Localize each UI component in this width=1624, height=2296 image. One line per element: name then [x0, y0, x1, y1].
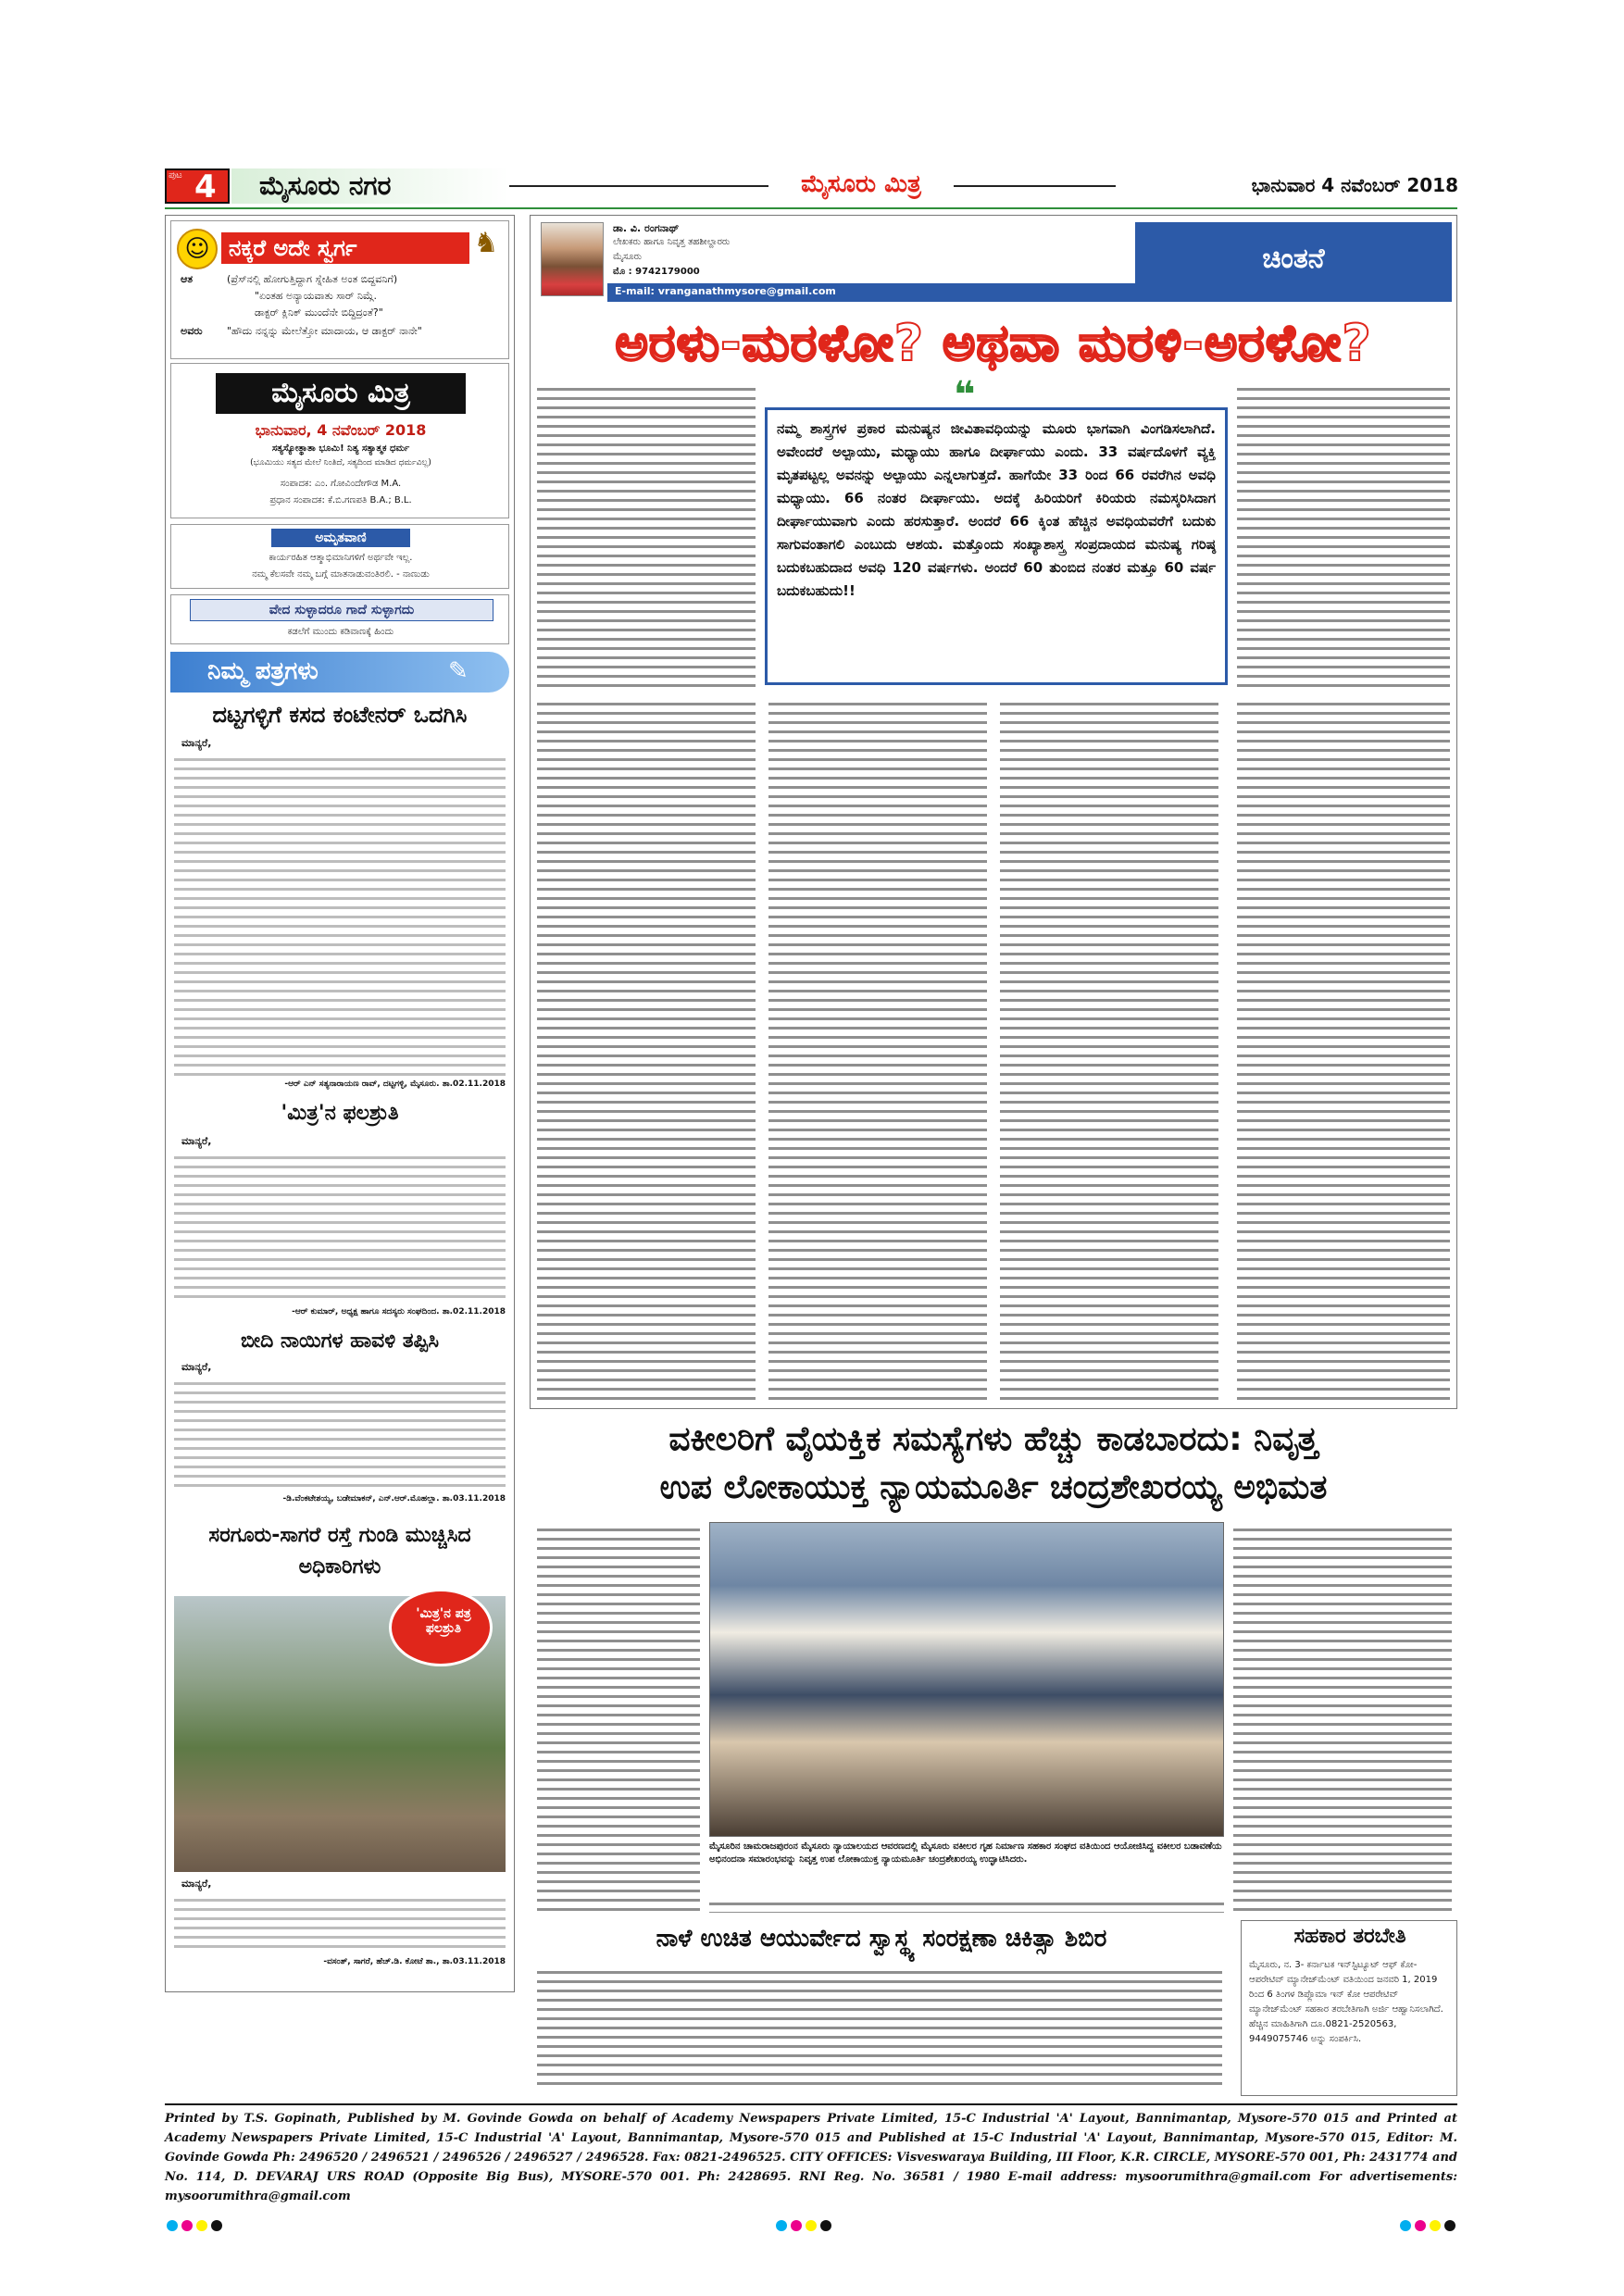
mitra-date: ಭಾನುವಾರ, 4 ನವೆಂಬರ್ 2018 [255, 421, 427, 439]
news-body-col3 [1233, 1522, 1452, 1911]
magenta-dot [181, 2220, 193, 2231]
chintane-label-box [1135, 222, 1452, 302]
speaker-1: ಆತ [181, 273, 194, 285]
letter-2-title: 'ಮಿತ್ರ'ನ ಫಲಶ್ರುತಿ [281, 1102, 399, 1125]
news-body-bottom [709, 1896, 1224, 1913]
chintane-body-col3 [1000, 696, 1218, 1400]
laughing-face-icon: ☺ [177, 229, 218, 269]
author-photo [541, 222, 604, 296]
mitra-tagline: ಸತ್ಯಸ್ಯೋತ್ಥಾತಾ ಭೂಮಿ! ನಿತ್ಯ ಸತ್ಯಾತ್ಮಕ ಧರ್ಮ [271, 443, 410, 454]
letter-3-title: ಬೀದಿ ನಾಯಿಗಳ ಹಾವಳಿ ತಪ್ಪಿಸಿ [240, 1329, 440, 1353]
section-title: ಮೈಸೂರು ನಗರ [259, 170, 392, 201]
mitra-box [170, 363, 509, 518]
header-rule-right [954, 185, 1116, 187]
magenta-dot [1415, 2220, 1426, 2231]
news-headline-line-1: ವಕೀಲರಿಗೆ ವೈಯಕ್ತಿಕ ಸಮಸ್ಯೆಗಳು ಹೆಚ್ಚು ಕಾಡಬಾರದು: ನಿವೃತ್ತ [668, 1420, 1318, 1458]
speaker-2: ಅವರು [181, 325, 203, 337]
photo-caption: ಮೈಸೂರಿನ ಚಾಮರಾಜಪುರಂನ ಮೈಸೂರು ನ್ಯಾಯಾಲಯದ ಆವರಣದಲ್ಲಿ ಮೈಸೂರು ವಕೀಲರ ಗೃಹ ನಿರ್ಮಾಣ ಸಹಕಾರ ಸಂಘದ ವತಿಯಿಂದ ಆಯೋಜಿಸಿದ್ದ ವಕೀಲರ ಬಡಾವಣೆಯ ಅಭಿನಂದನಾ ಸಮಾರಂಭವನ್ನು ನಿವೃತ್ತ ಉಪ ಲೋಕಾಯುಕ್ತ ನ್ಯಾಯಮೂರ್ತಿ ಚಂದ್ರಶೇಖರಯ್ಯ ಉದ್ಘಾಟಿಸಿದರು. [709, 1841, 1222, 1865]
page-number: 4 [194, 168, 217, 206]
letter-2-sign: -ಆರ್ ಕುಮಾರ್, ಅಧ್ಯಕ್ಷ ಹಾಗೂ ಸದಸ್ಯರು ಸಂಘದಿಂದ. ತಾ.02.11.2018 [292, 1307, 506, 1316]
letter-1-sign: -ಆರ್ ಎನ್ ಸತ್ಯನಾರಾಯಣ ರಾವ್, ದಟ್ಟಗಳ್ಳಿ, ಮೈಸೂರು. ತಾ.02.11.2018 [284, 1079, 506, 1089]
header-rule-left [509, 185, 768, 187]
header-date: ಭಾನುವಾರ 4 ನವೆಂಬರ್ 2018 [1251, 174, 1458, 196]
dancer-icon: ♞ [473, 227, 499, 259]
letter-4-body [174, 1892, 506, 1952]
fix-badge [389, 1589, 493, 1666]
chintane-label: ಚಿಂತನೆ [1262, 243, 1325, 275]
pen-icon: ✎ [448, 657, 468, 685]
page-label: ಪುಟ [169, 170, 182, 181]
nakkare-title: ನಕ್ಕರೆ ಅದೇ ಸ್ವರ್ಗ [221, 232, 469, 264]
letter-4-sign: -ವಸಂತ್, ಸಾಗರೆ, ಹೆಚ್.ಡಿ. ಕೋಟೆ ತಾ., ತಾ.03.11.2018 [323, 1957, 506, 1966]
amruthavani-line-1: ಕಾರ್ಯರಹಿತ ಆತ್ಮಾಭಿಮಾನಿಗಳಿಗೆ ಅರ್ಥವೇ ಇಲ್ಲ. [269, 553, 413, 563]
amruthavani-line-2: ನಮ್ಮ ಕೆಲಸವೇ ನಮ್ಮ ಬಗ್ಗೆ ಮಾತನಾಡುವಂತಿರಲಿ. - ನಾಣುಡು [252, 569, 430, 580]
mitra-editor: ಸಂಪಾದಕ: ಎಂ. ಗೋವಿಂದೇಗೌಡ M.A. [280, 479, 402, 489]
author-city: ಮೈಸೂರು [613, 252, 643, 262]
yellow-dot [1430, 2220, 1441, 2231]
letters-banner [170, 652, 509, 693]
chintane-body-col1-top [537, 381, 756, 693]
chintane-body-col4-top [1237, 381, 1450, 693]
amruthavani-box [170, 524, 509, 589]
joke-line-4: "ಹೌದು ನನ್ನನ್ನು ಮೇಲೆತ್ತೋ ಮಾದಾಯ, ಆ ಡಾಕ್ಟರ್ ನಾನೇ" [227, 325, 422, 337]
mitra-logo: ಮೈಸೂರು ಮಿತ್ರ [216, 373, 466, 414]
joke-line-3: ಡಾಕ್ಟರ್ ಕ್ಲಿನಿಕ್ ಮುಂದೆನೇ ಬಿದ್ದಿದ್ರಂತೆ?" [255, 306, 383, 318]
letter-4-title: ಸರಗೂರು-ಸಾಗರೆ ರಸ್ತೆ ಗುಂಡಿ ಮುಚ್ಚಿಸಿದ ಅಧಿಕಾರಿಗಳು [208, 1524, 471, 1578]
letters-banner-title: ನಿಮ್ಮ ಪತ್ರಗಳು [207, 657, 319, 685]
joke-line-1: (ಪ್ರೆಸ್‌ನಲ್ಲಿ ಹೋಗುತ್ತಿದ್ದಾಗ ಸ್ನೇಹಿತ ಅಂತ ಬಿದ್ದವನಿಗೆ) [227, 273, 398, 285]
letter-3-salutation: ಮಾನ್ಯರೆ, [181, 1361, 212, 1373]
chintane-body-col2 [768, 696, 987, 1400]
ayurveda-headline: ನಾಳೆ ಉಚಿತ ಆಯುರ್ವೇದ ಸ್ವಾಸ್ಥ್ಯ ಸಂರಕ್ಷಣಾ ಚಿಕಿತ್ಸಾ ಶಿಬಿರ [656, 1925, 1107, 1953]
lamp-lighting-photo [709, 1522, 1224, 1837]
magenta-dot [791, 2220, 802, 2231]
letter-1-salutation: ಮಾನ್ಯರೆ, [181, 737, 212, 749]
mitra-chief-editor: ಪ್ರಧಾನ ಸಂಪಾದಕ: ಕೆ.ಬಿ.ಗಣಪತಿ B.A.; B.L. [269, 495, 412, 505]
letter-1-title: ದಟ್ಟಗಳ್ಳಿಗೆ ಕಸದ ಕಂಟೇನರ್ ಒದಗಿಸಿ [212, 702, 468, 728]
chintane-headline: ಅರಳು-ಮರಳೋ? ಅಥವಾ ಮರಳಿ-ಅರಳೋ? [615, 314, 1372, 372]
mitra-tagline-meaning: (ಭೂಮಿಯು ಸತ್ಯದ ಮೇಲೆ ನಿಂತಿದೆ, ಸತ್ಯದಿಂದ ಮಾಡಿದ ಧರ್ಮವಿಲ್ಲ) [250, 458, 431, 468]
ayurveda-body [537, 1965, 1222, 2090]
letter-1-body [174, 752, 506, 1076]
section-title-bar [231, 168, 509, 204]
chintane-body-col4 [1237, 696, 1450, 1400]
author-phone: ಮೊ : 9742179000 [613, 267, 700, 277]
sahakara-headline: ಸಹಕಾರ ತರಬೇತಿ [1293, 1925, 1406, 1948]
letter-2-body [174, 1150, 506, 1304]
proverb-title: ವೇದ ಸುಳ್ಳಾದರೂ ಗಾದೆ ಸುಳ್ಳಾಗದು [190, 599, 493, 621]
header-underline [165, 207, 1457, 209]
sahakara-box [1241, 1920, 1457, 2096]
letter-2-salutation: ಮಾನ್ಯರೆ, [181, 1135, 212, 1147]
amruthavani-title: ಅಮೃತವಾಣಿ [271, 529, 410, 547]
black-dot [820, 2220, 831, 2231]
footer-rule [165, 2103, 1457, 2105]
masthead-small: ಮೈಸೂರು ಮಿತ್ರ [801, 170, 921, 198]
chintane-body-col1 [537, 696, 756, 1400]
page-number-box [165, 168, 230, 204]
cyan-dot [167, 2220, 178, 2231]
sahakara-text: ಮೈಸೂರು, ನ. 3- ಕರ್ನಾಟಕ ಇನ್‌ಸ್ಟಿಟ್ಯೂಟ್ ಆಫ್ ಕೋ-ಆಪರೇಟಿವ್ ಮ್ಯಾನೇಜ್‌ಮೆಂಟ್ ವತಿಯಿಂದ ಜನವರಿ 1, 2019 ರಿಂದ 6 ತಿಂಗಳ ಡಿಪ್ಲೊಮಾ ಇನ್ ಕೋ ಆಪರೇಟಿವ್ ಮ್ಯಾನೇಜ್‌ಮೆಂಟ್ ಸಹಕಾರ ತರಬೇತಿಗಾಗಿ ಅರ್ಜಿ ಆಹ್ವಾನಿಸಲಾಗಿದೆ. ಹೆಚ್ಚಿನ ಮಾಹಿತಿಗಾಗಿ ದೂ.0821-2520563, 9449075746 ಅನ್ನು ಸಂಪರ್ಕಿಸಿ. [1249, 1960, 1443, 2044]
cyan-dot [776, 2220, 787, 2231]
news-headline-line-2: ಉಪ ಲೋಕಾಯುಕ್ತ ನ್ಯಾಯಮೂರ್ತಿ ಚಂದ್ರಶೇಖರಯ್ಯ ಅಭಿಮತ [659, 1468, 1328, 1506]
proverb-box [170, 594, 509, 644]
footer-imprint: Printed by T.S. Gopinath, Published by M. Govinde Gowda on behalf of Academy Newspapers Private Limited, 15-C Industrial 'A' Layout, Bannimantap, Mysore-570 015 and Printed at Academy Newspapers Private Limited, 15-C Industrial 'A' Layout, Bannimantap, Mysore-570 015 and Published at 15-C Industrial 'A' Layout, Bannimantap, Mysore-570 015, Editor: M. Govinde Gowda Ph: 2496520 / 2496521 / 2496526 / 2496527 / 2496528. Fax: 0821-2496525. CITY OFFICES: Visveswaraya Building, III Floor, K.R. CIRCLE, MYSORE-570 001, Ph: 2431774 and No. 114, D. DEVARAJ URS ROAD (Opposite Big Bus), MYSORE-570 001. Ph: 2428695. RNI Reg. No. 36581 / 1980 E-mail address: mysoorumithra@gmail.com For advertisements: mysoorumithra@gmail.com [165, 2112, 1457, 2203]
cyan-dot [1400, 2220, 1411, 2231]
yellow-dot [196, 2220, 207, 2231]
author-role: ಲೇಖಕರು ಹಾಗೂ ನಿವೃತ್ತ ತಹಶೀಲ್ದಾರರು [613, 237, 731, 247]
black-dot [1444, 2220, 1455, 2231]
yellow-dot [806, 2220, 817, 2231]
author-name: ಡಾ. ವಿ. ರಂಗನಾಥ್ [613, 222, 680, 234]
nakkare-box [170, 220, 509, 359]
author-email-bar [607, 283, 1135, 302]
joke-line-2: "ಏಂತಹ ಅನ್ಯಾಯವಾತು ಸಾರ್ ನಿಮ್ಗೆ. [255, 290, 378, 302]
chintane-quote: ನಮ್ಮ ಶಾಸ್ತ್ರಗಳ ಪ್ರಕಾರ ಮನುಷ್ಯನ ಜೀವಿತಾವಧಿಯನ್ನು ಮೂರು ಭಾಗವಾಗಿ ವಿಂಗಡಿಸಲಾಗಿದೆ. ಅವೇಂದರೆ ಅಲ್ಪಾಯು, ಮಧ್ಯಾಯು ಹಾಗೂ ದೀರ್ಘಾಯು ಎಂದು. 33 ವರ್ಷದೊಳಗೆ ವ್ಯಕ್ತಿ ಮೃತಪಟ್ಟಲ್ಲ ಅವನನ್ನು ಅಲ್ಪಾಯು ಎನ್ನಲಾಗುತ್ತದೆ. ಹಾಗೆಯೇ 33 ರಿಂದ 66 ರವರೆಗಿನ ಅವಧಿ ಮಧ್ಯಾಯು. 66 ನಂತರ ದೀರ್ಘಾಯು. ಅದಕ್ಕೆ ಹಿರಿಯರಿಗೆ ಕಿರಿಯರು ನಮಸ್ಕರಿಸಿದಾಗ ದೀರ್ಘಾಯುವಾಗು ಎಂದು ಹರಸುತ್ತಾರೆ. ಅಂದರೆ 66 ಕ್ಕಿಂತ ಹೆಚ್ಚಿನ ಅವಧಿಯವರೆಗೆ ಬದುಕು ಸಾಗುವಂತಾಗಲಿ ಎಂಬುದು ಆಶಯ. ಮತ್ತೊಂದು ಸಂಖ್ಯಾಶಾಸ್ತ್ರ ಸಂಪ್ರದಾಯದ ಮನುಷ್ಯ ಗರಿಷ್ಠ ಬದುಕಬಹುದಾದ ಅವಧಿ 120 ವರ್ಷಗಳು. ಅಂದರೆ 60 ತುಂಬಿದ ನಂತರ ಮತ್ತೂ 60 ವರ್ಷ ಬದುಕಬಹುದು!! [777, 420, 1216, 599]
letter-3-body [174, 1376, 506, 1491]
letter-3-sign: -ಡಿ.ವೆಂಕಟೇಶಯ್ಯ, ಬಡೇಮಾಕನ್, ಎನ್.ಆರ್.ಮೊಹಲ್ಲಾ. ತಾ.03.11.2018 [282, 1494, 506, 1504]
quote-mark-icon: ❝ [954, 374, 976, 417]
news-body-col1 [537, 1522, 700, 1911]
letter-4-salutation: ಮಾನ್ಯರೆ, [181, 1878, 212, 1890]
author-email: E-mail: vranganathmysore@gmail.com [615, 285, 836, 297]
proverb-sub: ಕಡಲೆಗೆ ಮುಂದು ಕಡಿವಾಣಕ್ಕೆ ಹಿಂದು [287, 627, 394, 637]
chintane-quote-box [765, 407, 1228, 685]
fix-badge-text: 'ಮಿತ್ರ'ನ ಪತ್ರ ಫಲಶ್ರುತಿ [416, 1606, 471, 1636]
black-dot [211, 2220, 222, 2231]
